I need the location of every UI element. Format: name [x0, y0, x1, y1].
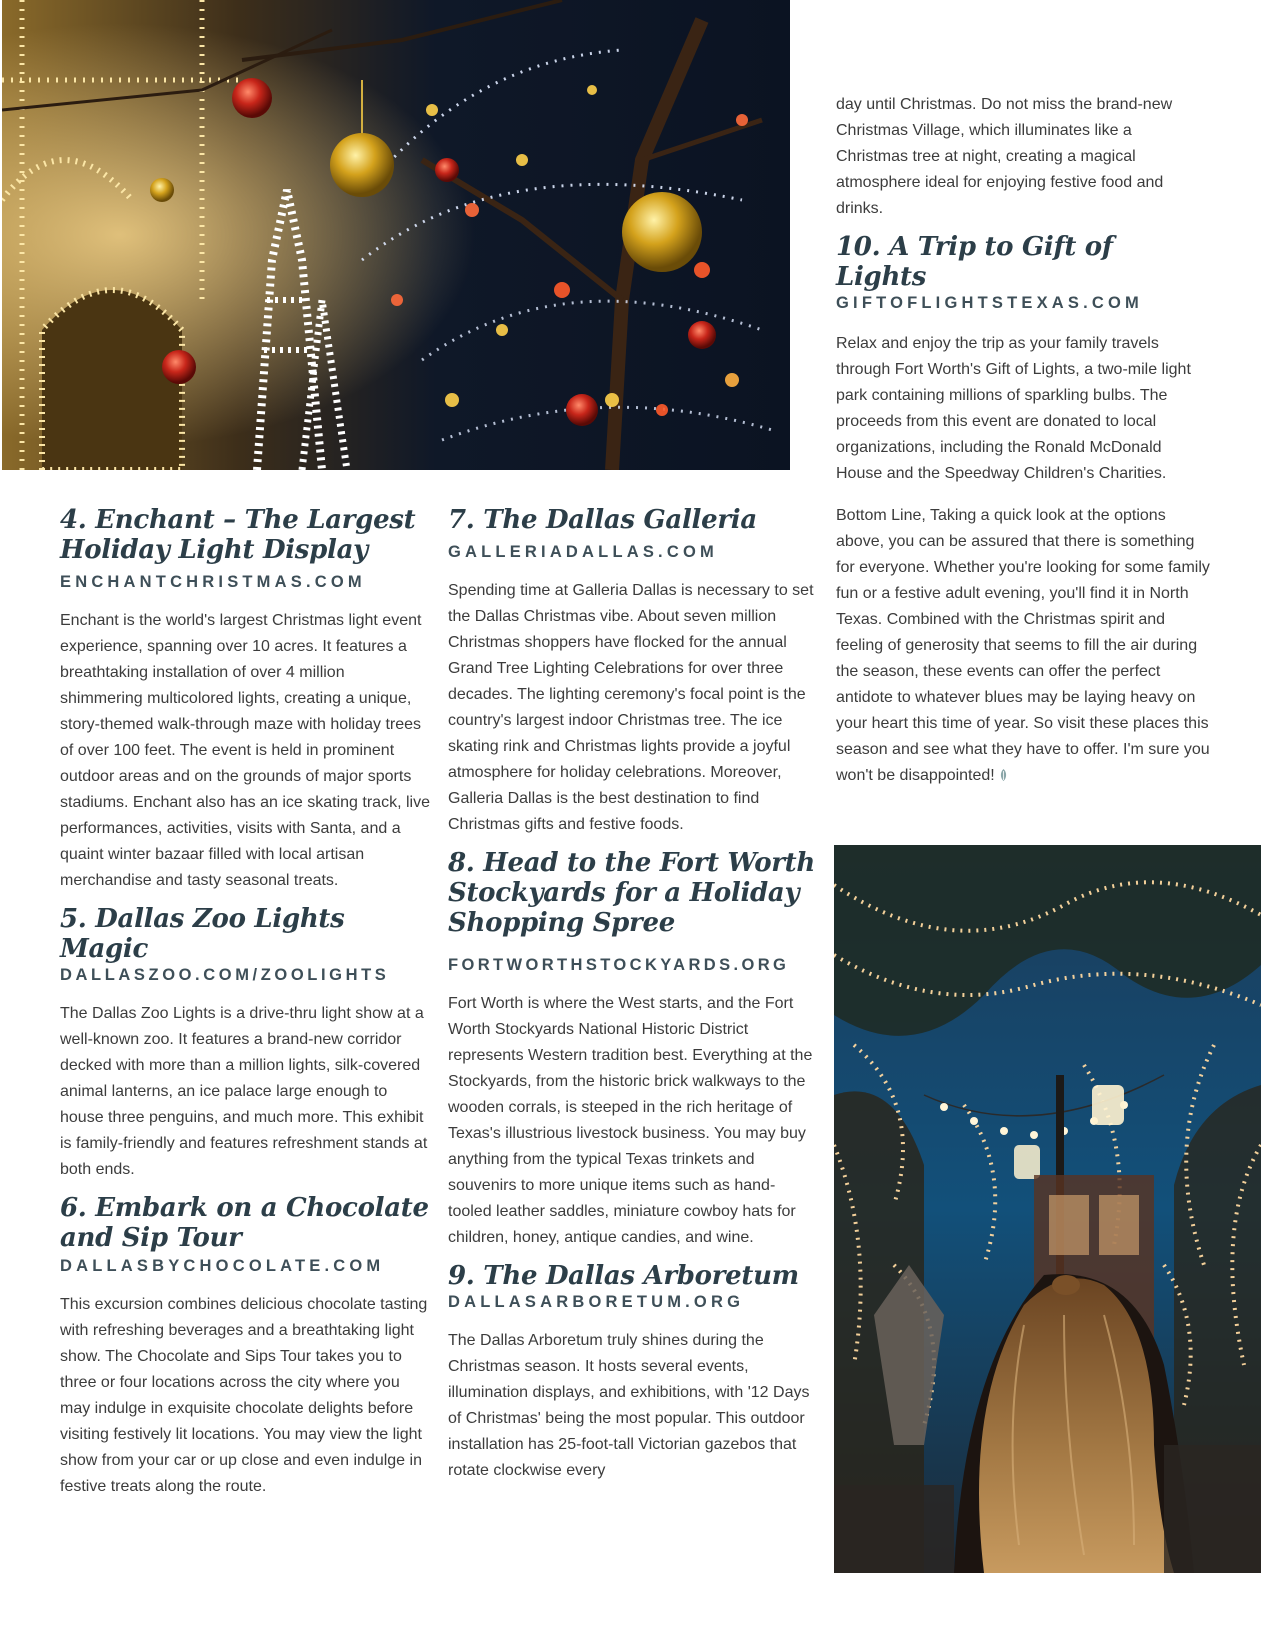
christmas-ornaments-illustration — [2, 0, 790, 470]
section-body: Spending time at Galleria Dallas is necessary to set the Dallas Christmas vibe. About seven million Christmas shoppers have flocked for the annual Grand Tree Lighting Celebrations for over three decades. The lighting ceremony's focal point is the country's largest indoor Christmas tree. The ice skating rink and Christmas lights provide a joyful atmosphere for holiday celebrations. Moreover, Galleria Dallas is the best destination to find Christmas gifts and festive foods. — [448, 582, 814, 833]
section-title: 9. The Dallas Arboretum — [448, 1261, 799, 1291]
christmas-ornaments-photo — [2, 0, 790, 470]
section-gift-of-lights — [836, 232, 1211, 487]
section-website: DALLASBYCHOCOLATE.COM — [60, 1257, 385, 1275]
section-website: DALLASARBORETUM.ORG — [448, 1293, 745, 1311]
section-website: GALLERIADALLAS.COM — [448, 543, 718, 561]
section-dallas-zoo — [60, 904, 430, 1183]
section-fort-worth-stockyards — [448, 848, 818, 1251]
bottom-line-body: Bottom Line, Taking a quick look at the options above, you can be assured that there is something for everyone. Whether you're looking for some family fun or a festive adult evening, you'll find it in North Texas. Combined with the Christmas spirit and feeling of generosity that seems to fill the air during the season, these events can offer the perfect antidote to whatever blues may be laying heavy on your heart this time of year. So visit these places this season and see what they have to offer. I'm sure you won't be disappointed! — [836, 507, 1210, 784]
woman-under-lights-illustration — [834, 845, 1261, 1573]
section-website: FORTWORTHSTOCKYARDS.ORG — [448, 956, 790, 974]
section-body: The Dallas Zoo Lights is a drive-thru light show at a well-known zoo. It features a brand-new corridor decked with more than a million lights, silk-covered animal lanterns, an ice palace large enough to house three penguins, and much more. This exhibit is family-friendly and features refreshment stands at both ends. — [60, 1005, 428, 1178]
section-dallas-arboretum — [448, 1261, 818, 1484]
arboretum-continued-text: day until Christmas. Do not miss the brand-new Christmas Village, which illuminates like a Christmas tree at night, creating a magical atmosphere ideal for enjoying festive food and drinks. — [836, 96, 1173, 217]
section-title: 5. Dallas Zoo Lights Magic — [60, 904, 345, 964]
bottom-line-text — [836, 503, 1211, 789]
column-middle — [448, 505, 818, 1500]
section-title: 7. The Dallas Galleria — [448, 505, 757, 535]
woman-under-lights-photo — [834, 845, 1261, 1573]
section-body: Fort Worth is where the West starts, and the Fort Worth Stockyards National Historic District represents Western tradition best. Everything at the Stockyards, from the historic brick walkways to the wooden corrals, is steeped in the rich heritage of Texas's illustrious livestock business. You may buy anything from the typical Texas trinkets and souvenirs to more unique items such as hand-tooled leather saddles, miniature cowboy hats for children, honey, antique candies, and wine. — [448, 995, 813, 1246]
section-title: 10. A Trip to Gift of Lights — [836, 232, 1113, 292]
section-dallas-galleria — [448, 505, 818, 838]
section-title: 8. Head to the Fort Worth Stockyards for a Holiday Shopping Spree — [448, 848, 815, 938]
section-body: This excursion combines delicious chocolate tasting with refreshing beverages and a breathtaking light show. The Chocolate and Sips Tour takes you to three or four locations across the city where you may indulge in exquisite chocolate delights before visiting festively lit locations. You may view the light show from your car or up close and even indulge in festive treats along the route. — [60, 1296, 428, 1495]
section-body: Enchant is the world's largest Christmas light event experience, spanning over 10 acres. It features a breathtaking installation of over 4 million shimmering multicolored lights, creating a unique, story-themed walk-through maze with holiday trees of over 100 feet. The event is held in prominent outdoor areas and on the grounds of major sports stadiums. Enchant also has an ice skating track, live performances, activities, visits with Santa, and a quaint winter bazaar filled with local artisan merchandise and tasty seasonal treats. — [60, 612, 430, 889]
section-body: Relax and enjoy the trip as your family travels through Fort Worth's Gift of Lights, a two-mile light park containing millions of sparkling bulbs. The proceeds from this event are donated to local organizations, including the Ronald McDonald House and the Speedway Children's Charities. — [836, 335, 1191, 482]
section-website: GIFTOFLIGHTSTEXAS.COM — [836, 294, 1143, 312]
column-right — [836, 92, 1211, 805]
section-chocolate-tour — [60, 1193, 430, 1500]
section-title: 6. Embark on a Chocolate and Sip Tour — [60, 1193, 429, 1253]
section-website: ENCHANTCHRISTMAS.COM — [60, 573, 366, 591]
leaf-icon — [999, 769, 1008, 781]
section-body: The Dallas Arboretum truly shines during the Christmas season. It hosts several events, illumination displays, and exhibitions, with '12 Days of Christmas' being the most popular. This outdoor installation has 25-foot-tall Victorian gazebos that rotate clockwise every — [448, 1332, 810, 1479]
section-website: DALLASZOO.COM/ZOOLIGHTS — [60, 966, 390, 984]
section-title: 4. Enchant – The Largest Holiday Light Display — [60, 505, 416, 565]
column-left — [60, 505, 430, 1516]
section-enchant — [60, 505, 430, 894]
